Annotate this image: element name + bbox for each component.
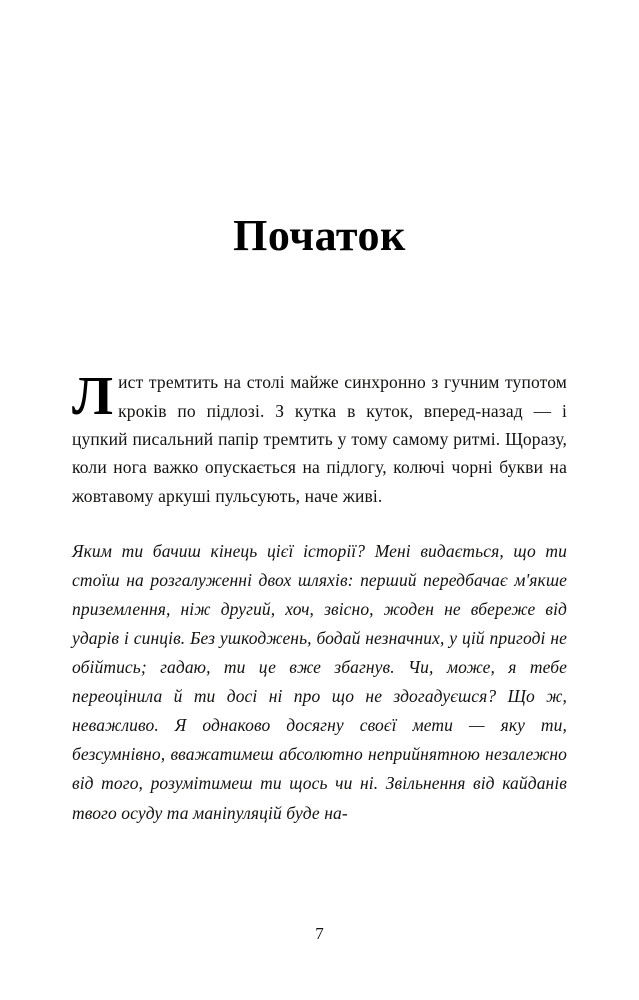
opening-paragraph-text: ист тремтить на столі майже синхронно з гучним тупотом кроків по підлозі. З кутка в куток, вперед-назад — і цупкий писальний папір тремтить у тому самому ритмі. Щоразу, коли нога важко опускається на підлогу, колючі чорні букви на жовтавому аркуші пульсують, наче живі. <box>72 372 567 506</box>
drop-cap: Л <box>72 365 114 427</box>
page-body <box>72 365 567 827</box>
page-number: 7 <box>315 924 324 943</box>
opening-paragraph <box>72 365 567 510</box>
letter-paragraph: Яким ти бачиш кінець цієї історії? Мені видається, що ти стоїш на розгалуженні двох шляхів: перший передбачає м'якше приземлення, ніж другий, хоч, звісно, жоден не вбереже від ударів і синців. Без ушкоджень, бодай незначних, у цій пригоді не обійтись; гадаю, ти це вже збагнув. Чи, може, я тебе переоцінила й ти досі ні про що не здогадуєшся? Що ж, неважливо. Я однаково досягну своєї мети — яку ти, безсумнівно, вважатимеш абсолютно неприйнятною незалежно від того, розумітимеш ти щось чи ні. Звільнення від кайданів твого осуду та маніпуляцій буде на- <box>72 541 567 823</box>
chapter-title: Початок <box>233 211 406 260</box>
